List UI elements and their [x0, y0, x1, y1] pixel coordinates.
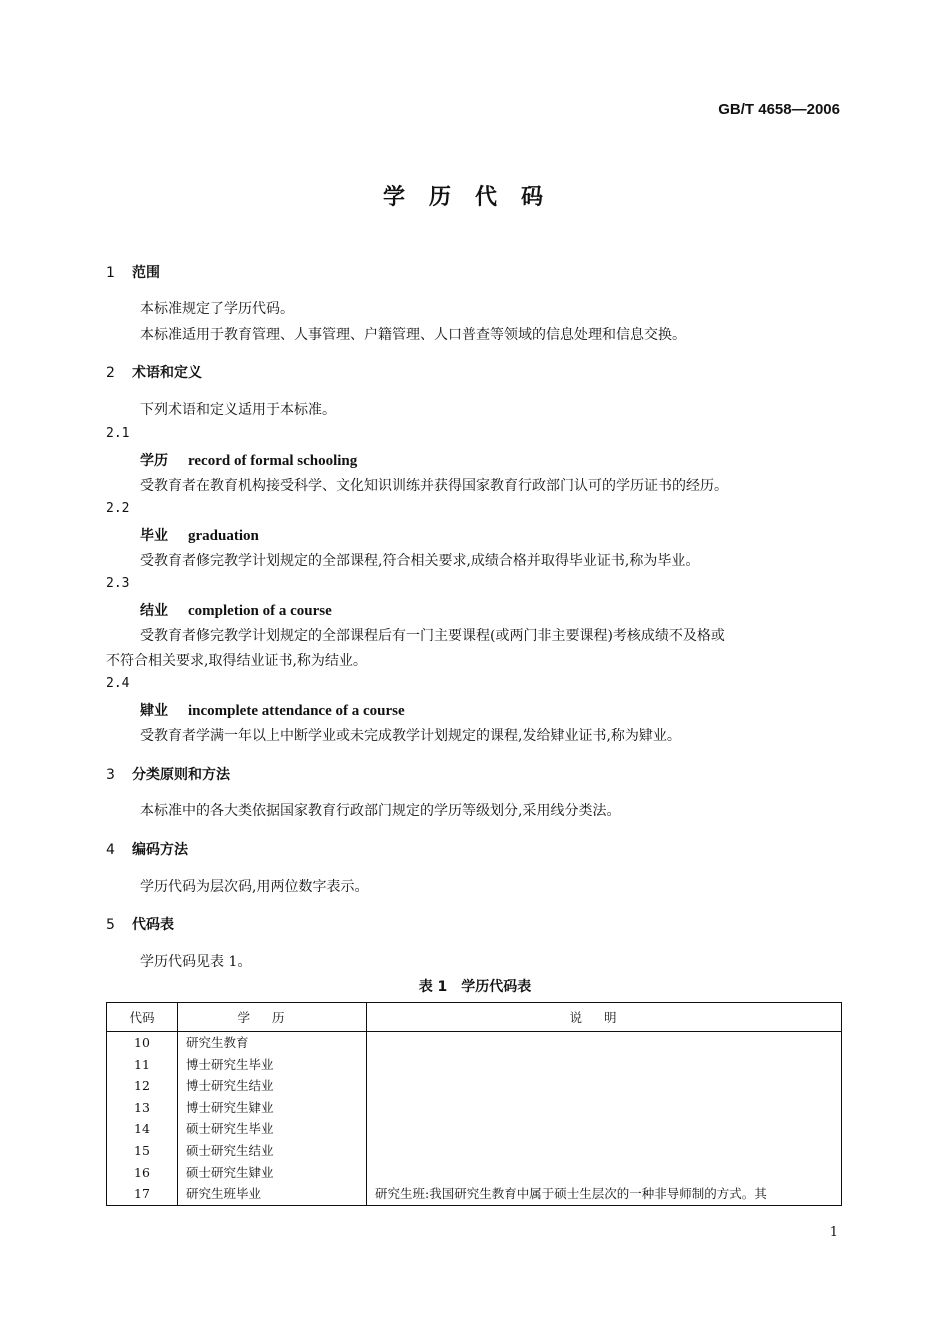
column-header-description: 说明 — [367, 1003, 842, 1032]
term-definition: 受教育者修完教学计划规定的全部课程后有一门主要课程(或两门非主要课程)考核成绩不及格或 — [140, 628, 725, 644]
term-entry — [140, 700, 405, 720]
section-number: 4 — [106, 842, 115, 858]
section-3-heading — [106, 764, 230, 784]
education-cell: 研究生教育 — [178, 1032, 367, 1054]
section-number: 5 — [106, 917, 115, 933]
section-title: 术语和定义 — [132, 365, 202, 381]
subclause-number: 2.3 — [106, 576, 130, 591]
description-cell: 研究生班:我国研究生教育中属于硕士生层次的一种非导师制的方式。其 — [367, 1183, 842, 1205]
term-entry — [140, 525, 259, 545]
description-cell — [367, 1118, 842, 1140]
section-4-heading — [106, 839, 188, 859]
description-cell — [367, 1075, 842, 1097]
term-en: completion of a course — [188, 603, 332, 619]
section-title: 编码方法 — [132, 842, 188, 858]
table-row — [107, 1097, 842, 1119]
code-cell: 17 — [107, 1183, 178, 1205]
description-cell — [367, 1054, 842, 1076]
code-cell: 14 — [107, 1118, 178, 1140]
term-entry — [140, 600, 332, 620]
term-zh: 结业 — [140, 603, 168, 619]
term-zh: 毕业 — [140, 528, 168, 544]
document-title: 学历代码 — [382, 185, 567, 210]
term-en: record of formal schooling — [188, 453, 358, 469]
education-cell: 博士研究生毕业 — [178, 1054, 367, 1076]
table-caption: 表 1 学历代码表 — [418, 979, 532, 995]
education-cell: 硕士研究生毕业 — [178, 1118, 367, 1140]
standard-code: GB/T 4658—2006 — [718, 101, 840, 118]
term-definition-continued: 不符合相关要求,取得结业证书,称为结业。 — [106, 653, 367, 669]
section-5-heading — [106, 914, 174, 934]
code-cell: 11 — [107, 1054, 178, 1076]
education-cell: 硕士研究生结业 — [178, 1140, 367, 1162]
subclause-number: 2.1 — [106, 426, 130, 441]
code-cell: 10 — [107, 1032, 178, 1054]
column-header-education: 学历 — [178, 1003, 367, 1032]
term-zh: 学历 — [140, 453, 168, 469]
description-cell — [367, 1032, 842, 1054]
page-number: 1 — [829, 1225, 838, 1240]
section-number: 2 — [106, 365, 115, 381]
term-zh: 肄业 — [140, 703, 168, 719]
paragraph: 本标准规定了学历代码。 — [140, 301, 294, 317]
table-row — [107, 1075, 842, 1097]
table-row — [107, 1118, 842, 1140]
term-en: graduation — [188, 528, 259, 544]
section-title: 代码表 — [132, 917, 174, 933]
education-code-table — [106, 1002, 842, 1206]
education-cell: 硕士研究生肄业 — [178, 1162, 367, 1184]
paragraph: 下列术语和定义适用于本标准。 — [140, 402, 336, 418]
paragraph: 本标准适用于教育管理、人事管理、户籍管理、人口普查等领域的信息处理和信息交换。 — [140, 327, 686, 343]
column-header-code: 代码 — [107, 1003, 178, 1032]
table-header-row — [107, 1003, 842, 1032]
subclause-number: 2.4 — [106, 676, 130, 691]
table-row — [107, 1032, 842, 1054]
education-cell: 博士研究生肄业 — [178, 1097, 367, 1119]
term-definition: 受教育者修完教学计划规定的全部课程,符合相关要求,成绩合格并取得毕业证书,称为毕业。 — [140, 553, 700, 569]
description-cell — [367, 1162, 842, 1184]
description-cell — [367, 1097, 842, 1119]
section-title: 范围 — [132, 265, 160, 281]
education-cell: 博士研究生结业 — [178, 1075, 367, 1097]
code-cell: 15 — [107, 1140, 178, 1162]
code-cell: 13 — [107, 1097, 178, 1119]
table-row — [107, 1162, 842, 1184]
table-row — [107, 1183, 842, 1205]
code-cell: 12 — [107, 1075, 178, 1097]
term-entry — [140, 450, 357, 470]
table-row — [107, 1054, 842, 1076]
section-number: 3 — [106, 767, 115, 783]
section-title: 分类原则和方法 — [132, 767, 230, 783]
section-2-heading — [106, 362, 202, 382]
table-row — [107, 1140, 842, 1162]
code-cell: 16 — [107, 1162, 178, 1184]
paragraph: 本标准中的各大类依据国家教育行政部门规定的学历等级划分,采用线分类法。 — [140, 803, 621, 819]
paragraph: 学历代码见表 1。 — [140, 954, 252, 970]
term-en: incomplete attendance of a course — [188, 703, 405, 719]
section-number: 1 — [106, 265, 115, 281]
subclause-number: 2.2 — [106, 501, 130, 516]
term-definition: 受教育者学满一年以上中断学业或未完成教学计划规定的课程,发给肄业证书,称为肄业。 — [140, 728, 681, 744]
section-1-heading — [106, 262, 160, 282]
term-definition: 受教育者在教育机构接受科学、文化知识训练并获得国家教育行政部门认可的学历证书的经历。 — [140, 478, 728, 494]
paragraph: 学历代码为层次码,用两位数字表示。 — [140, 879, 369, 895]
education-cell: 研究生班毕业 — [178, 1183, 367, 1205]
description-cell — [367, 1140, 842, 1162]
